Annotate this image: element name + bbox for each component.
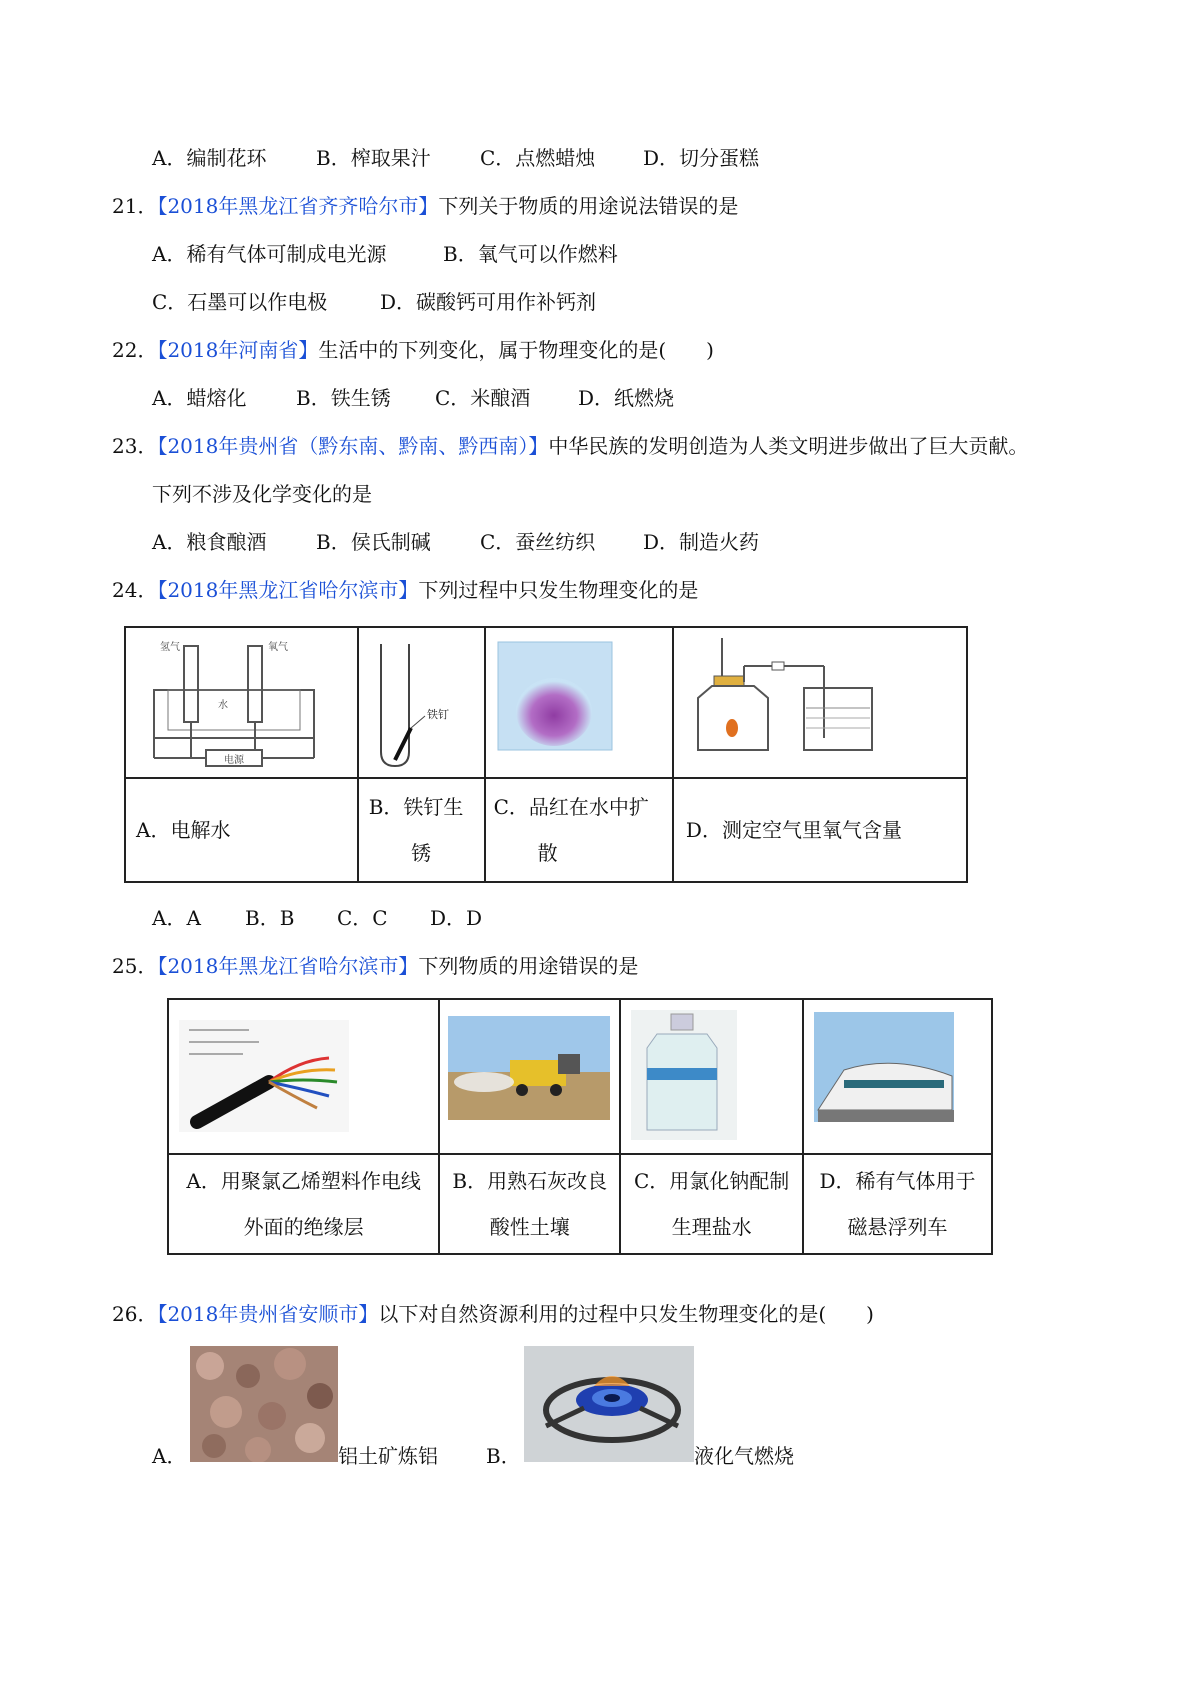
q21-option-b: B．氧气可以作燃料: [443, 242, 618, 266]
question-26: [112, 1298, 874, 1327]
question-24: [112, 574, 698, 603]
q25-figure-field: [439, 999, 620, 1154]
question-22: [112, 334, 714, 363]
electric-cable-image: [169, 1000, 437, 1148]
q26-option-b-letter: B．: [486, 1444, 521, 1468]
oxygen-label: 氧气: [268, 642, 288, 653]
q24-figure-table: [124, 626, 968, 883]
question-source: 【2018年黑龙江省哈尔滨市】: [157, 578, 419, 602]
question-number: 22．: [112, 338, 158, 362]
question-stem: 下列关于物质的用途说法错误的是: [438, 194, 739, 218]
q25-cell-d-line1: D．稀有气体用于: [819, 1169, 976, 1193]
maglev-train-image: [804, 1000, 990, 1148]
q24-cell-d-text: D．测定空气里氧气含量: [685, 818, 902, 842]
question-stem: 下列物质的用途错误的是: [418, 954, 639, 978]
q24-option-d: D．D: [430, 906, 483, 930]
q23-option-d: D．制造火药: [643, 530, 760, 554]
question-source: 【2018年黑龙江省哈尔滨市】: [157, 954, 419, 978]
q20-option-b: B．榨取果汁: [316, 146, 431, 170]
q24-cell-c: [485, 778, 673, 882]
farm-field-lime-image: [440, 1000, 618, 1148]
q22-option-d: D．纸燃烧: [578, 386, 675, 410]
q24-cell-b: [358, 778, 485, 882]
q22-option-c: C．米酿酒: [435, 386, 531, 410]
q25-cell-b-line2: 酸性土壤: [489, 1215, 570, 1239]
q24-cell-b-line2: 锈: [411, 841, 432, 865]
test-tube-nail-image: [359, 628, 477, 772]
question-source: 【2018年贵州省安顺市】: [157, 1302, 379, 1326]
q25-cell-a: [168, 1154, 439, 1254]
q24-figure-oxygen-content: [673, 627, 967, 778]
question-number: 21．: [112, 194, 158, 218]
q24-figure-nail: [358, 627, 485, 778]
q21-option-a: A．稀有气体可制成电光源: [152, 242, 387, 266]
q25-cell-d-line2: 磁悬浮列车: [847, 1215, 948, 1239]
q24-cell-c-line1: C．品红在水中扩: [493, 795, 649, 819]
q20-option-a: A．编制花环: [152, 146, 267, 170]
q24-option-b: B．B: [245, 906, 295, 930]
q24-option-c: C．C: [337, 906, 388, 930]
q24-cell-a-text: A．电解水: [136, 818, 231, 842]
q23-option-a: A．粮食酿酒: [152, 530, 267, 554]
q24-cell-a: [125, 778, 358, 882]
q25-figure-maglev: [803, 999, 992, 1154]
q25-cell-b: [439, 1154, 620, 1254]
q24-option-a: A．A: [152, 906, 201, 930]
q20-option-d: D．切分蛋糕: [643, 146, 760, 170]
q25-cell-b-line1: B．用熟石灰改良: [452, 1169, 608, 1193]
q25-cell-d: [803, 1154, 992, 1254]
q26-option-b-text: 液化气燃烧: [694, 1444, 794, 1468]
q25-cell-c: [620, 1154, 803, 1254]
q23-option-c: C．蚕丝纺织: [480, 530, 596, 554]
nail-label: 铁钉: [426, 708, 449, 721]
q24-cell-b-line1: B．铁钉生: [368, 795, 464, 819]
bauxite-ore-image: [190, 1346, 338, 1462]
oxygen-content-apparatus-image: [674, 628, 950, 772]
q24-cell-d: [673, 778, 967, 882]
q20-option-c: C．点燃蜡烛: [480, 146, 596, 170]
question-stem: 中华民族的发明创造为人类文明进步做出了巨大贡献。: [548, 434, 1029, 458]
question-23: [112, 430, 1028, 459]
q23-option-b: B．侯氏制碱: [316, 530, 431, 554]
q22-option-a: A．蜡熔化: [152, 386, 247, 410]
power-label: 电源: [224, 755, 244, 766]
question-stem: 以下对自然资源利用的过程中只发生物理变化的是( ): [378, 1302, 874, 1326]
question-source: 【2018年贵州省（黔东南、黔南、黔西南）】: [157, 434, 549, 458]
q20-options: [0, 142, 1200, 168]
question-number: 25．: [112, 954, 158, 978]
question-number: 24．: [112, 578, 158, 602]
q25-cell-a-line1: A．用聚氯乙烯塑料作电线: [186, 1169, 421, 1193]
question-source: 【2018年河南省】: [157, 338, 319, 362]
q25-cell-a-line2: 外面的绝缘层: [243, 1215, 364, 1239]
q21-option-d: D．碳酸钙可用作补钙剂: [380, 290, 597, 314]
question-number: 23．: [112, 434, 158, 458]
q24-figure-diffusion: [485, 627, 673, 778]
question-21: [112, 190, 738, 219]
q22-option-b: B．铁生锈: [296, 386, 391, 410]
question-stem: 下列过程中只发生物理变化的是: [418, 578, 699, 602]
q25-figure-cable: [168, 999, 439, 1154]
q26-option-a-letter: A．: [152, 1444, 187, 1468]
q25-cell-c-line1: C．用氯化钠配制: [633, 1169, 790, 1193]
q26-option-a-text: 铝土矿炼铝: [338, 1444, 438, 1468]
saline-bottle-image: [621, 1000, 801, 1148]
question-stem: 生活中的下列变化，属于物理变化的是( ): [318, 338, 714, 362]
q24-cell-c-line2: 散: [537, 841, 558, 865]
q24-figure-electrolysis: [125, 627, 358, 778]
q25-cell-c-line2: 生理盐水: [671, 1215, 752, 1239]
question-25: [112, 950, 638, 979]
question-number: 26．: [112, 1302, 158, 1326]
electrolysis-apparatus-image: [126, 628, 344, 772]
question-source: 【2018年黑龙江省齐齐哈尔市】: [157, 194, 439, 218]
hydrogen-label: 氢气: [160, 642, 180, 653]
q25-figure-table: [167, 998, 993, 1255]
gas-stove-flame-image: [524, 1346, 694, 1462]
water-label: 水: [218, 700, 228, 711]
question-23-stem-line2: 下列不涉及化学变化的是: [152, 482, 372, 506]
q21-option-c: C．石墨可以作电极: [152, 290, 328, 314]
magenta-diffusion-image: [486, 628, 662, 772]
q25-figure-saline: [620, 999, 803, 1154]
